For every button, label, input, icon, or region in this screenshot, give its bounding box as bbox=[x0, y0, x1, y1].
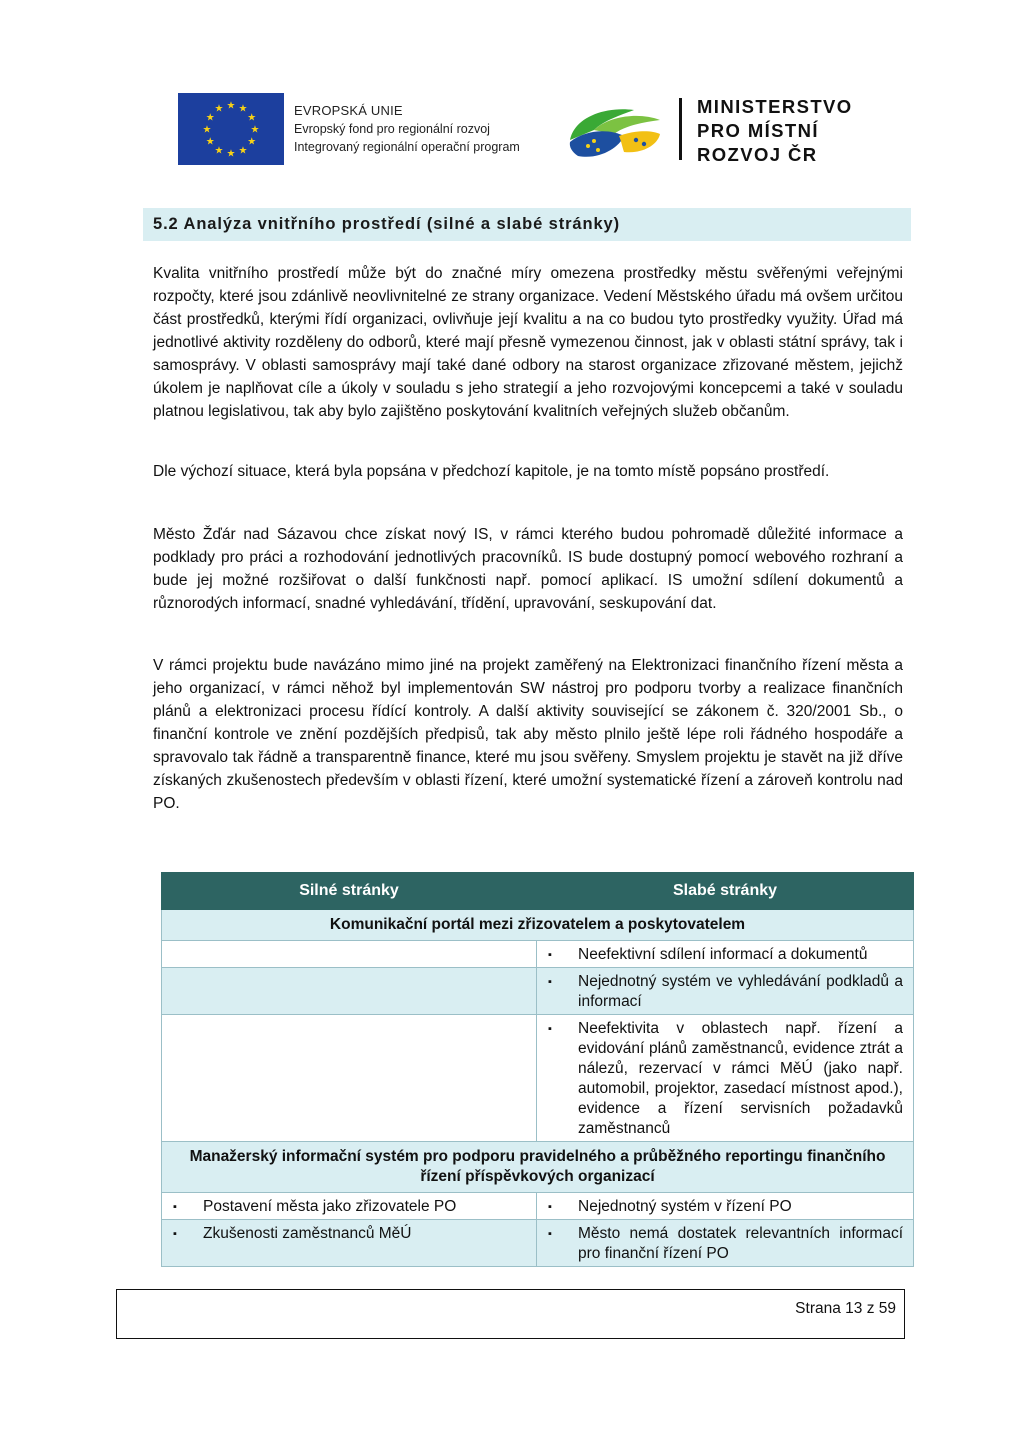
eu-name: EVROPSKÁ UNIE bbox=[294, 103, 403, 118]
mmr-text-block bbox=[697, 95, 853, 167]
section-heading: 5.2 Analýza vnitřního prostředí (silné a slabé stránky) bbox=[143, 208, 911, 241]
table-row bbox=[162, 1193, 914, 1220]
paragraph-4 bbox=[153, 654, 903, 815]
bullet-marker: ▪ bbox=[548, 1023, 552, 1035]
weakness-text: Nejednotný systém v řízení PO bbox=[578, 1198, 792, 1215]
eu-star-icon: ★ bbox=[202, 124, 212, 136]
eu-fund-name: Evropský fond pro regionální rozvoj bbox=[294, 122, 490, 136]
page-header bbox=[178, 92, 858, 167]
weakness-text: Neefektivní sdílení informací a dokumentů bbox=[578, 946, 868, 963]
page-number: Strana 13 z 59 bbox=[795, 1300, 896, 1317]
bullet-marker: ▪ bbox=[548, 1228, 552, 1240]
paragraph-1 bbox=[153, 262, 903, 423]
eu-flag-logo bbox=[178, 93, 284, 165]
list-item bbox=[547, 945, 903, 965]
strength-text: Zkušenosti zaměstnanců MěÚ bbox=[203, 1225, 412, 1242]
paragraph-4-text: V rámci projektu bude navázáno mimo jiné na projekt zaměřený na Elektronizaci finančního řízení města a jeho organizací, v rámci něhož byl implementován SW nástroj pro podporu tvorby a realizace finančních plánů a elektronizaci procesu řídící kontroly. A další aktivity související se zákonem č. 320/2001 Sb., o finanční kontrole ve znění pozdějších předpisů, tak aby město plnilo ještě lépe roli řádného hospodáře a spravovalo tak řádně a transparentně finance, které mu jsou svěřeny. Smyslem projektu je stavět na již dříve získaných zkušenostech především v oblasti řízení, které umožní systematické řízení a zároveň kontrolu nad PO. bbox=[153, 657, 903, 812]
weakness-cell bbox=[537, 1193, 914, 1220]
eu-star-icon: ★ bbox=[247, 136, 257, 148]
strength-cell bbox=[162, 1220, 537, 1267]
eu-star-icon: ★ bbox=[205, 136, 215, 148]
bullet-marker: ▪ bbox=[548, 976, 552, 988]
column-header-weaknesses: Slabé stránky bbox=[537, 873, 914, 910]
weakness-cell bbox=[537, 968, 914, 1015]
table-row bbox=[162, 1015, 914, 1142]
eu-star-icon: ★ bbox=[238, 103, 248, 115]
list-item bbox=[547, 1224, 903, 1264]
eu-star-icon: ★ bbox=[247, 112, 257, 124]
eu-star-icon: ★ bbox=[226, 148, 236, 160]
strength-cell-empty bbox=[162, 1015, 537, 1142]
table-row bbox=[162, 941, 914, 968]
list-item bbox=[172, 1224, 526, 1244]
list-item bbox=[547, 972, 903, 1012]
mmr-emblem-logo bbox=[564, 100, 664, 162]
list-item bbox=[172, 1197, 526, 1217]
weakness-cell bbox=[537, 1015, 914, 1142]
eu-star-icon: ★ bbox=[226, 100, 236, 112]
mmr-line-1: MINISTERSTVO bbox=[697, 96, 853, 117]
eu-program-name: Integrovaný regionální operační program bbox=[294, 140, 520, 154]
list-item bbox=[547, 1019, 903, 1139]
group-heading-mis: Manažerský informační systém pro podporu pravidelného a průběžného reportingu finančního řízení příspěvkových organizací bbox=[162, 1142, 914, 1193]
paragraph-3 bbox=[153, 523, 903, 615]
bullet-marker: ▪ bbox=[173, 1228, 177, 1240]
eu-star-icon: ★ bbox=[214, 103, 224, 115]
paragraph-2-text: Dle výchozí situace, která byla popsána v předchozí kapitole, je na tomto místě popsáno prostředí. bbox=[153, 463, 830, 480]
eu-star-icon: ★ bbox=[238, 145, 248, 157]
eu-star-icon: ★ bbox=[214, 145, 224, 157]
weakness-text: Nejednotný systém ve vyhledávání podkladů a informací bbox=[578, 973, 903, 1010]
strength-cell-empty bbox=[162, 968, 537, 1015]
logo-divider bbox=[679, 98, 682, 160]
mmr-line-2: PRO MÍSTNÍ bbox=[697, 120, 819, 141]
weakness-cell bbox=[537, 941, 914, 968]
weakness-text: Město nemá dostatek relevantních informací pro finanční řízení PO bbox=[578, 1225, 903, 1262]
paragraph-3-text: Město Žďár nad Sázavou chce získat nový IS, v rámci kterého budou pohromadě důležité informace a podklady pro práci a rozhodování jednotlivých pracovníků. IS bude dostupný pomocí webového rozhraní a bude jej možné rozšiřovat o další funkčnosti např. pomocí aplikací. IS umožní sdílení dokumentů a různorodých informací, snadné vyhledávání, třídění, upravování, seskupování dat. bbox=[153, 526, 903, 612]
eu-text-block bbox=[294, 102, 520, 156]
page-footer bbox=[116, 1289, 905, 1339]
strength-cell bbox=[162, 1193, 537, 1220]
group-heading-portal: Komunikační portál mezi zřizovatelem a poskytovatelem bbox=[162, 910, 914, 941]
bullet-marker: ▪ bbox=[548, 949, 552, 961]
paragraph-2 bbox=[153, 460, 903, 483]
mmr-line-3: ROZVOJ ČR bbox=[697, 144, 818, 165]
table-row bbox=[162, 968, 914, 1015]
weakness-cell bbox=[537, 1220, 914, 1267]
table-row bbox=[162, 1220, 914, 1267]
bullet-marker: ▪ bbox=[548, 1201, 552, 1213]
eu-star-icon: ★ bbox=[250, 124, 260, 136]
paragraph-1-text: Kvalita vnitřního prostředí může být do značné míry omezena prostředky městu svěřenými veřejnými rozpočty, které jsou zdánlivě neovlivnitelné ze strany organizace. Vedení Městského úřadu má ovšem určitou část prostředků, kterými řídí organizaci, ovlivňuje její kvalitu a na co budou tyto prostředky využity. Úřad má jednotlivé aktivity rozděleny do odborů, které mají přesně vymezenou činnost, jak v oblasti státní správy, tak i samosprávy. V oblasti samosprávy mají také dané odbory na starost organizace zřizované městem, jejichž úkolem je naplňovat cíle a úkoly v souladu s jeho strategií a jeho rozvojovými koncepcemi a také v souladu platnou legislativou, tak aby bylo zajištěno poskytování kvalitních veřejných služeb občanům. bbox=[153, 265, 903, 420]
weakness-text: Neefektivita v oblastech např. řízení a evidování plánů zaměstnanců, evidence ztrát a nálezů, rezervací v rámci MěÚ (jako např. automobil, projektor, zasedací místnost apod.), evidence a řízení servisních požadavků zaměstnanců bbox=[578, 1020, 903, 1137]
eu-star-icon: ★ bbox=[205, 112, 215, 124]
strength-cell-empty bbox=[162, 941, 537, 968]
column-header-strengths: Silné stránky bbox=[162, 873, 537, 910]
strengths-weaknesses-table bbox=[161, 872, 914, 1267]
strength-text: Postavení města jako zřizovatele PO bbox=[203, 1198, 457, 1215]
list-item bbox=[547, 1197, 903, 1217]
bullet-marker: ▪ bbox=[173, 1201, 177, 1213]
